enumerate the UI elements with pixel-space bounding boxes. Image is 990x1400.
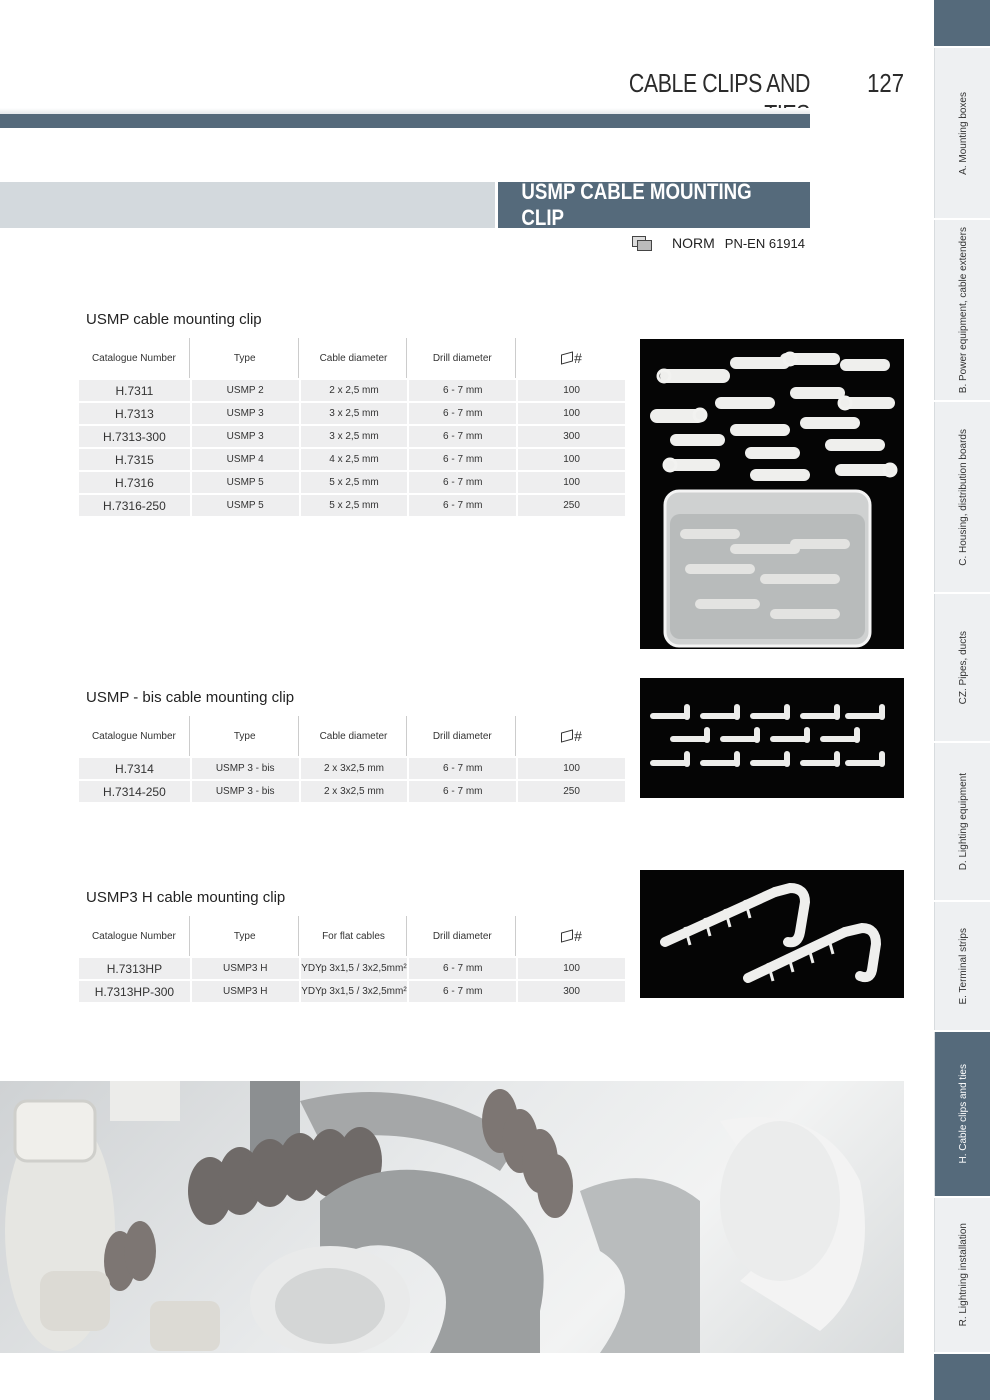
quantity-header: # (518, 916, 625, 956)
quantity-cell: 100 (518, 449, 625, 470)
table-row (79, 781, 625, 802)
type-cell: USMP 2 (192, 380, 299, 401)
column-header: Cable diameter (301, 716, 408, 756)
norm-label: NORM (672, 235, 715, 251)
catalogue-number-cell: H.7313HP (79, 958, 190, 979)
chapter-title: CABLE CLIPS AND (628, 68, 810, 98)
cable-diameter-cell: 2 x 3x2,5 mm (301, 781, 408, 802)
type-cell: USMP 5 (192, 495, 299, 516)
product-banner-title: USMP CABLE MOUNTING CLIP (521, 179, 752, 230)
column-header: Type (192, 716, 299, 756)
section-title: USMP - bis cable mounting clip (86, 689, 295, 706)
drill-diameter-cell: 6 - 7 mm (409, 495, 516, 516)
column-header: Catalogue Number (79, 338, 190, 378)
package-icon (561, 929, 573, 942)
column-header: Cable diameter (301, 338, 408, 378)
cable-diameter-cell: 5 x 2,5 mm (301, 495, 408, 516)
type-cell: USMP 3 (192, 426, 299, 447)
table-row (79, 380, 625, 401)
h-clips-illustration (640, 870, 904, 998)
side-tab-label: CZ. Pipes, ducts (957, 630, 969, 705)
side-tab-label: C. Housing, distribution boards (957, 428, 969, 566)
cable-diameter-cell: 2 x 3x2,5 mm (301, 758, 408, 779)
side-tab-mounting-boxes[interactable] (934, 48, 990, 218)
quantity-cell: 100 (518, 958, 625, 979)
product-photo (640, 339, 904, 649)
catalogue-number-cell: H.7311 (79, 380, 190, 401)
tab-strip-bottom (934, 1354, 990, 1400)
catalogue-number-cell: H.7313 (79, 403, 190, 424)
drill-diameter-cell: 6 - 7 mm (409, 472, 516, 493)
catalogue-number-cell: H.7314 (79, 758, 190, 779)
side-tab-label: D. Lighting equipment (957, 772, 969, 871)
drill-diameter-cell: 6 - 7 mm (409, 449, 516, 470)
column-header: Drill diameter (409, 716, 516, 756)
side-tab-lighting-equipment[interactable] (934, 743, 990, 900)
side-tab-label: E. Terminal strips (957, 927, 969, 1005)
catalogue-number-cell: H.7313HP-300 (79, 981, 190, 1002)
side-tab-label: B. Power equipment, cable extenders (957, 226, 969, 394)
quantity-cell: 100 (518, 472, 625, 493)
side-tab-housing[interactable] (934, 402, 990, 592)
type-cell: USMP 3 - bis (192, 781, 299, 802)
package-icon (561, 729, 573, 742)
side-tab-power-equipment[interactable] (934, 220, 990, 400)
product-banner (498, 179, 810, 230)
product-table (77, 336, 627, 518)
cable-diameter-cell: 3 x 2,5 mm (301, 403, 408, 424)
column-header: Drill diameter (409, 916, 516, 956)
clips-and-box-illustration (640, 339, 904, 649)
quantity-cell: 250 (518, 781, 625, 802)
norm-line (632, 232, 805, 254)
banner-strip (0, 182, 495, 228)
cable-diameter-cell: 2 x 2,5 mm (301, 380, 408, 401)
drill-diameter-cell: 6 - 7 mm (409, 981, 516, 1002)
side-tab-lightning-installation[interactable] (934, 1198, 990, 1352)
column-header: Type (192, 338, 299, 378)
norm-icon (632, 236, 652, 250)
side-tab-cable-clips[interactable] (934, 1032, 990, 1196)
table-row (79, 449, 625, 470)
column-header: For flat cables (301, 916, 408, 956)
decorative-photo (0, 1081, 904, 1353)
column-header: Catalogue Number (79, 916, 190, 956)
quantity-cell: 100 (518, 380, 625, 401)
column-header: Drill diameter (409, 338, 516, 378)
fasteners-illustration (0, 1081, 904, 1353)
table-row (79, 495, 625, 516)
quantity-header: # (518, 716, 625, 756)
side-tab-terminal-strips[interactable] (934, 902, 990, 1030)
type-cell: USMP 4 (192, 449, 299, 470)
quantity-cell: 100 (518, 403, 625, 424)
side-tab-pipes-ducts[interactable] (934, 594, 990, 741)
cable-diameter-cell: YDYp 3x1,5 / 3x2,5mm² (301, 981, 408, 1002)
column-header: Catalogue Number (79, 716, 190, 756)
table-row (79, 758, 625, 779)
header-bar (0, 114, 810, 128)
section-title: USMP cable mounting clip (86, 311, 262, 328)
type-cell: USMP 3 - bis (192, 758, 299, 779)
product-photo (640, 678, 904, 798)
catalogue-number-cell: H.7316 (79, 472, 190, 493)
drill-diameter-cell: 6 - 7 mm (409, 380, 516, 401)
quantity-header: # (518, 338, 625, 378)
page-number: 127 (867, 68, 904, 98)
quantity-cell: 300 (518, 426, 625, 447)
drill-diameter-cell: 6 - 7 mm (409, 958, 516, 979)
product-photo (640, 870, 904, 998)
catalogue-number-cell: H.7313-300 (79, 426, 190, 447)
product-table (77, 714, 627, 804)
section-title: USMP3 H cable mounting clip (86, 889, 286, 906)
drill-diameter-cell: 6 - 7 mm (409, 403, 516, 424)
cable-diameter-cell: 4 x 2,5 mm (301, 449, 408, 470)
type-cell: USMP 5 (192, 472, 299, 493)
table-row (79, 403, 625, 424)
side-tab-label: R. Lightning installation (957, 1223, 969, 1327)
product-table (77, 914, 627, 1004)
side-tab-label: H. Cable clips and ties (957, 1064, 969, 1164)
cable-diameter-cell: 5 x 2,5 mm (301, 472, 408, 493)
table-row (79, 426, 625, 447)
cable-diameter-cell: YDYp 3x1,5 / 3x2,5mm² (301, 958, 408, 979)
type-cell: USMP3 H (192, 981, 299, 1002)
catalogue-number-cell: H.7315 (79, 449, 190, 470)
norm-value: PN-EN 61914 (724, 235, 805, 251)
quantity-cell: 250 (518, 495, 625, 516)
drill-diameter-cell: 6 - 7 mm (409, 781, 516, 802)
tab-strip-top (934, 0, 990, 46)
quantity-cell: 300 (518, 981, 625, 1002)
table-row (79, 958, 625, 979)
drill-diameter-cell: 6 - 7 mm (409, 758, 516, 779)
type-cell: USMP 3 (192, 403, 299, 424)
column-header: Type (192, 916, 299, 956)
quantity-cell: 100 (518, 758, 625, 779)
table-row (79, 472, 625, 493)
side-tab-label: A. Mounting boxes (957, 91, 969, 175)
table-row (79, 981, 625, 1002)
package-icon (561, 351, 573, 364)
drill-diameter-cell: 6 - 7 mm (409, 426, 516, 447)
catalogue-number-cell: H.7314-250 (79, 781, 190, 802)
type-cell: USMP3 H (192, 958, 299, 979)
cable-diameter-cell: 3 x 2,5 mm (301, 426, 408, 447)
bis-clips-illustration (640, 678, 904, 798)
catalogue-number-cell: H.7316-250 (79, 495, 190, 516)
